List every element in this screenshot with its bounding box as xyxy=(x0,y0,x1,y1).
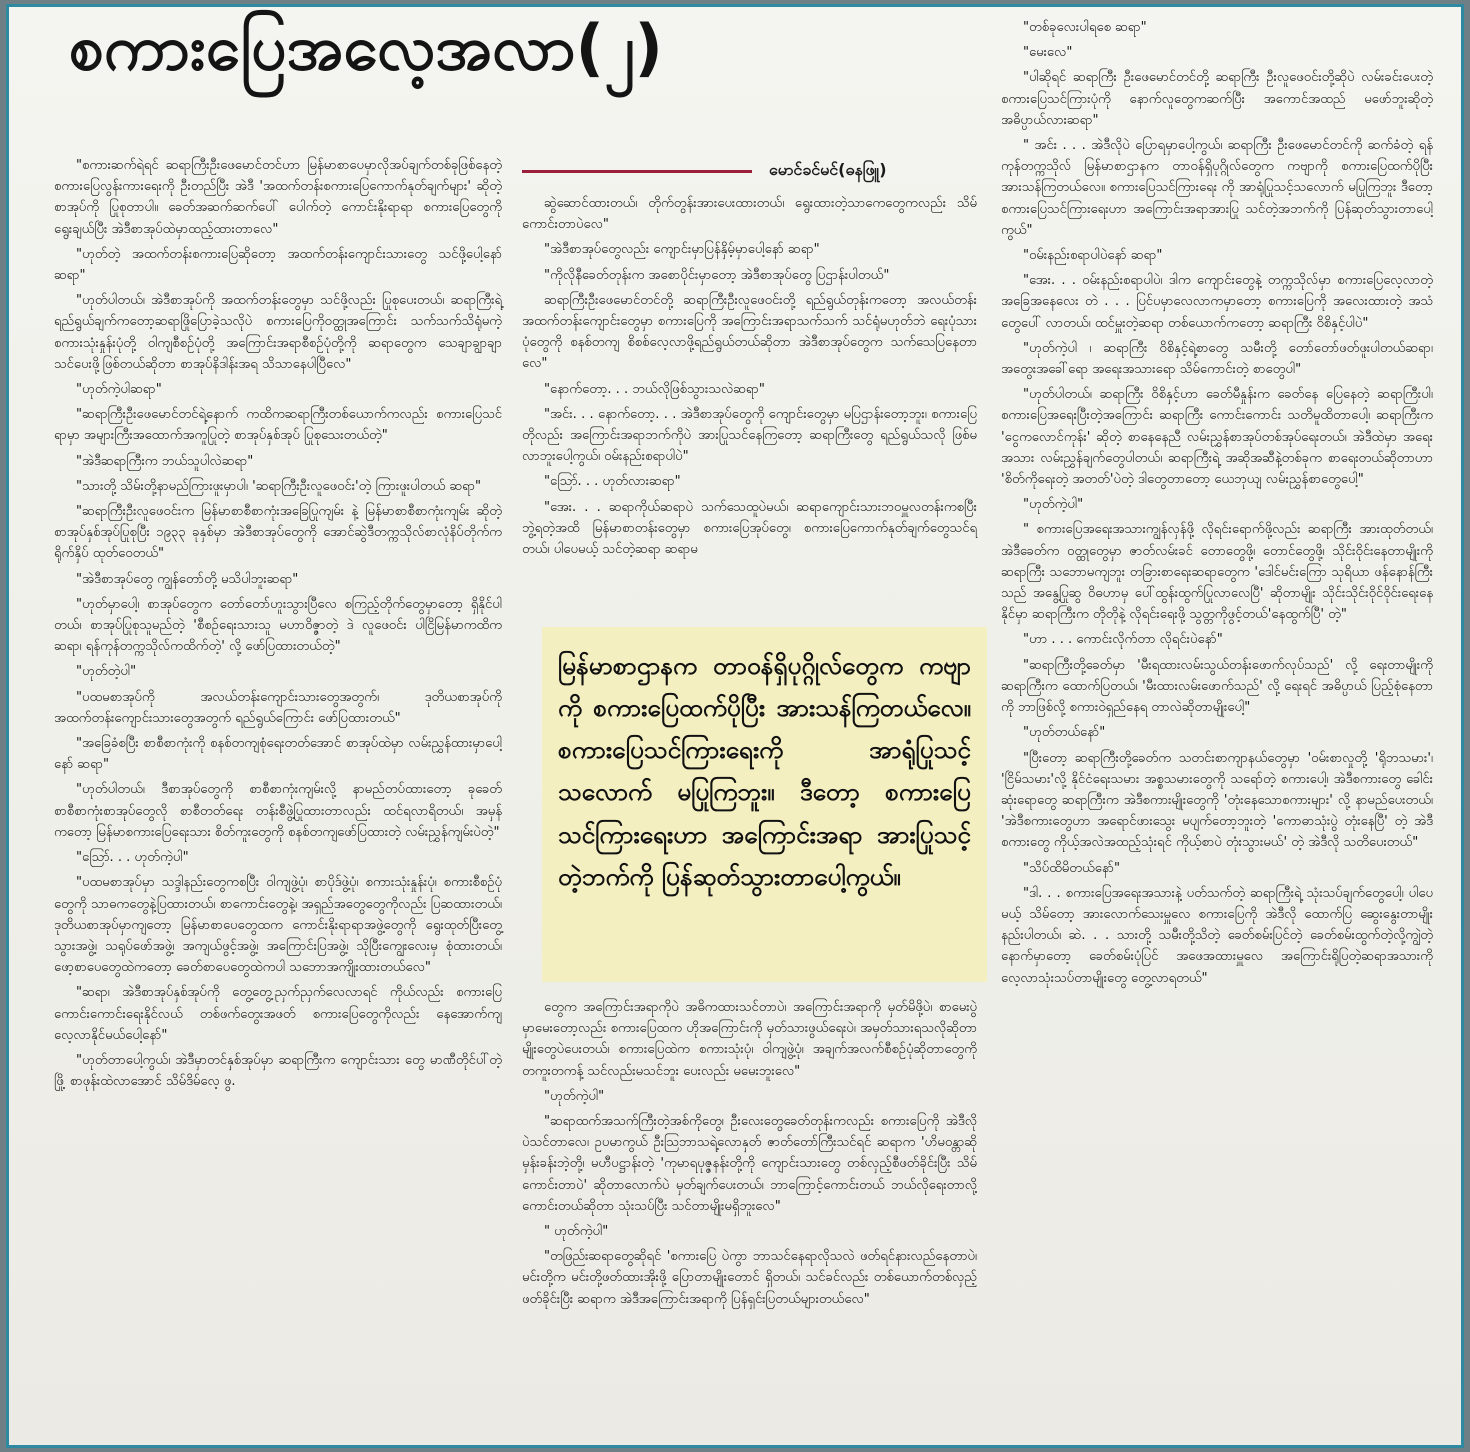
paragraph: "ဆရာ၊ အဲဒီစာအုပ်နှစ်အုပ်ကို တွေ့တွေ့ညှက်ညှက်လေလာရင် ကိုယ်လည်း စကားပြေကောင်းကောင်းရေးနိုင်လယ် တစ်ဖက်တွေးအဖတ် စကားပြေတွေကိုလည်း နေအောက်ကျ လေ့လာနိုင်မယ်ပေါ့နော်" xyxy=(54,985,502,1043)
masthead xyxy=(69,11,969,135)
paragraph: "တဖြည်းဆရာတွေဆိုရင် 'စကားပြေ ပဲကွာ ဘာသင်နေရာလိုသလဲ ဖတ်ရင်နားလည်နေတာပဲ၊ မင်းတို့က မင်းတို့ဖတ်ထားအိုးဖို့ ပြောတာမျိုးတောင် ရှိတယ်၊ သင်ခင်လည်း တစ်ယောက်တစ်လှည့်ဖတ်ခိုင်းပြီး ဆရာက အဲဒီအကြောင်းအရာကို ပြန်ရှင်းပြတယ်များတယ်လေ" xyxy=(522,1249,977,1307)
paragraph: ဆရာကြီးဦးဖေမောင်တင်တို့ ဆရာကြီးဦးလူဖေဝင်းတို့ ရည်ရွယ်တုန်းကတော့ အလယ်တန်း အထက်တန်းကျောင်းတွေမှာ စကားပြေကို အကြောင်းအရာသက်သက် သင်ရုံမဟုတ်ဘဲ ရေးပုံသားပုံတွေကို စနစ်တကျ စိစစ်လေ့လာဖို့ရည်ရွယ်တယ်ဆိုတာ အဲဒီစာအုပ်တွေက သက်သေပြနေတာလေ" xyxy=(522,292,977,372)
paragraph: "နောက်တော့. . . ဘယ်လိုဖြစ်သွားသလဲဆရာ" xyxy=(544,381,765,397)
paragraph: "အဲဒီဆရာကြီးက ဘယ်သူပါလဲဆရာ" xyxy=(76,453,254,469)
pull-quote-box xyxy=(542,627,987,982)
byline-divider xyxy=(522,170,752,173)
paragraph: "ဟုတ်ကဲ့ပါ ၊ ဆရာကြီး ဝိစိနှင့်ရဲ့စာတွေ သမီးတို့ တော်တော်ဖတ်ဖူးပါတယ်ဆရာ၊ အတွေးအခေါ်ရော အရေးအသားရော သိမ်ကောင်းတဲ့ စာတွေပါ" xyxy=(1001,340,1433,378)
page-inner xyxy=(9,7,1461,1445)
paragraph: "ဒါ. . . စကားပြေအရေးအသားနဲ့ ပတ်သက်တဲ့ ဆရာကြီးရဲ့ သုံးသပ်ချက်တွေပေါ့၊ ပါပေမယ့် သိမ်တော့ အားလောက်သေးမှူလေ စကားပြေကို အဲဒီလို ထောက်ပြ ဆွေးနွေးတာမျိုး နည်းပါတယ်၊ ဆဲ. . . သားတို့ သမီးတို့သိတဲ့ ခေတ်စမ်းပြင်တဲ့ ခေတ်စမ်းထွက်တဲ့လို့ကျွဲတဲ့နောက်မှာတော့ ခေတ်စမ်းပုံပြင် အဖေအထားမှူလေ အကြောင်းရိုပြတဲ့ဆရာအသားကို လေ့လာသုံးသပ်တာမျိုးတွေ တွေ့လာရတယ်" xyxy=(1001,885,1433,986)
paragraph: "တစ်ခုလေးပါရစေ ဆရာ" xyxy=(1023,20,1147,35)
paragraph: "ပထမစာအုပ်ကို အလယ်တန်းကျောင်းသားတွေအတွက်၊ ဒုတိယစာအုပ်ကို အထက်တန်းကျောင်းသားတွေအတွက် ရည်ရွယ်ကြောင်း ဖော်ပြထားတယ်" xyxy=(54,689,502,726)
article-column-2-upper xyxy=(522,193,977,564)
paragraph: "ဟုတ်ကဲ့ပါ" xyxy=(544,1088,605,1104)
paragraph: "သားတို့ သိမ်းတို့နာမည်ကြားဖူးမှာပါ၊ 'ဆရာကြီးဦးလူဖေဝင်း'တဲ့ ကြားဖူးပါတယ် ဆရာ" xyxy=(76,478,482,494)
paragraph: "ဟုတ်ကဲ့ပါ" xyxy=(1023,497,1084,513)
paragraph: "ဟုတ်တာပေါ့ကွယ်၊ အဲဒီမှာတင်နှစ်အုပ်မှာ ဆရာကြီးက ကျောင်းသား တွေ မာဏီတိုင်ပါ်တဲ့ဖြို့ စာဖုန်းထဲလာအောင် သိမ်ဒိမ်လေ့ ဖွ. xyxy=(54,1052,502,1090)
paragraph: "အင်း. . . နောက်တော့. . . အဲဒီစာအုပ်တွေကို ကျောင်းတွေမှာ မပြဌာန်းတော့ဘူး၊ စကားပြေတိုလည်း အကြောင်းအရာဘက်ကိုပဲ အားပြုသင်နေကြတော့ ဆရာကြီးတွေ ရည်ရွယ်သလို ဖြစ်မလာဘူးပေါ့ကွယ်၊ ဝမ်းနည်းစရာပါပဲ" xyxy=(522,406,977,465)
paragraph: "ပါဆိုရင် ဆရာကြီး ဦးဖေမောင်တင်တို့ ဆရာကြီး ဦးလူဖေဝင်းတို့ဆိုပဲ လမ်းခင်းပေးတဲ့ စကားပြေသင်ကြားပုံကို နောက်လူတွေကဆက်ပြီး အကောင်အထည် မဖော်ဘူးဆိုတဲ့ အဓိပ္ပာယ်လားဆရာ" xyxy=(1001,70,1433,128)
paragraph: "ဟုတ်ပါတယ်၊ အဲဒီစာအုပ်ကို အထက်တန်းတွေမှာ သင်ဖို့လည်း ပြုစုပေးတယ်၊ ဆရာကြီးရဲ့ရည်ရွယ်ချက်ကတော့ဆရာဖြိုပြောခဲ့သလိုပဲ စကားပြေကိုဝတ္ထုအကြောင်း သက်သက်သိရုံမကဲ့ စကားသုံးနှုန်းပုံတို့ ဝါကျစီစဉ်ပုံတို့ အကြောင်းအရာစီစဉ်ပုံတို့ကို ဆရာတွေက သေချာချွာချာသင်ပေးဖို့ဖြစ်တယ်ဆိုတာ စာအုပ်နိဒါန်းအရ သိသာနေပါပြီလေ" xyxy=(54,293,502,372)
paragraph: "အဲဒီစာအုပ်တွေ ကျွန်တော်တို့ မသိပါဘူးဆရာ" xyxy=(76,571,299,587)
paragraph: "စကားဆက်ရဲရင် ဆရာကြီးဦးဖေမောင်တင်ဟာ မြန်မာစာပေမှာလိုအပ်ချက်တစ်ခုဖြစ်နေတဲ့ စကားပြေလွန်းကားရေးကို ဦးတည်ပြီး အဲဒီ 'အထက်တန်းစကားပြေကောက်နုတ်ချက်များ' ဆိုတဲ့ စာအုပ်ကို ပြုစုတာပါ။ ခေတ်အဆက်ဆက်ပေါ် ပေါက်တဲ့ ကောင်းနိုးရာရာ စကားပြေတွေကို ရွေးချယ်ပြီး အဲဒီစာအုပ်ထဲမှာထည့်ထားတာလေ" xyxy=(54,158,502,237)
paragraph: "သိပ်ထိမိတယ်နော်" xyxy=(1023,860,1121,876)
paragraph: "အခြေခံစပြီး စာစီစာကုံးကို စနစ်တကျစုံရေးတတ်အောင် စာအုပ်ထဲမှာ လမ်းညွှန်ထားမှာပေါ့နော် ဆရာ" xyxy=(54,736,502,773)
newspaper-page xyxy=(6,4,1464,1448)
paragraph: "ဟုတ်တဲ့ပါ" xyxy=(76,664,137,680)
paragraph: တွေက အကြောင်းအရာကိုပဲ အဓိကထားသင်တာပဲ၊ အကြောင်းအရာကို မှတ်မိဖို့ပဲ၊ စာမေးပွဲမှာမေးတော့လည်း စကားပြေထက ဟိုအကြောင်းကို မှတ်သားဖွယ်ရေးပဲ၊ အမှတ်သားရသလိုဆိုတာမျိုးတွေပဲပေးတယ်၊ စကားပြေထဲက စကားသုံးပုံ၊ ဝါကျဖွဲ့ပုံ၊ အချက်အလက်စီစဉ်ပုံဆိုတာတွေကို တကူးတကန့် သင်လည်းမသင်ဘူး ပေးလည်း မမေးဘူးလေ" xyxy=(522,1000,977,1079)
paragraph: " စကားပြေအရေးအသားကျွန်လှန်ဖို့ လိုရင်းရောက်ဖို့လည်း ဆရာကြီး အားထုတ်တယ်၊ အဲဒီခေတ်က ဝတ္ထုတွေမှာ ဇာတ်လမ်းခင် တောတွေဖို့၊ တောင်တွေဖို့၊ သိုင်းဝိုင်းနေတာမျိုးကို ဆရာကြီး သဘောမကျဘူး တခြားစာရေးဆရာတွေက 'ဒေါင်မင်းကြော သုရိယာ ဖန်နောန်ကြီးသည် အနွေ့ပြုဆွ ဝိဓဟာမှ ပေါ်ထွန်းထွက်ပြုလာလေပြီ' ဆိုတာမျိုး သိုင်းသိုင်းဝိုင်ဝိုင်းရေးနေနိုင်မှာ ဆရာကြီးက တိုတိုနဲ့ လိုရင်းရေးဖို့ သွတ္တကိုဖွင့်တယ်'နေထွက်ပြီ' တဲ့" xyxy=(1001,522,1433,623)
article-column-2-lower xyxy=(522,997,977,1314)
paragraph: " ဟုတ်ကဲ့ပါ" xyxy=(544,1224,609,1240)
paragraph: "ဟုတ်တယ်နော်" xyxy=(1023,725,1106,741)
paragraph: "ဆရာကြီးတို့ခေတ်မှာ 'မီးရထားလမ်းသွယ်တန်းဖောက်လုပ်သည်' လို့ ရေးတာမျိုးကို ဆရာကြီးက ထောက်ပြတယ်၊ 'မီးထားလမ်းဖောက်သည်' လို့ ရေးရင် အဓိပ္ပာယ် ပြည့်စုံနေတာကို ဘာဖြစ်လို့ စကားဝဲရှည်နေရ တာလဲဆိုတာမျိုးပေါ့" xyxy=(1001,657,1433,716)
paragraph: "မေးလေ" xyxy=(1023,45,1073,61)
paragraph: " အင်း . . . အဲဒီလိုပဲ ပြောရမှာပေါ့ကွယ်၊ ဆရာကြီး ဦးဖေမောင်တင်ကို ဆက်ခံတဲ့ ရန်ကုန်တက္ကသိုလ် မြန်မာစာဌာနက တာဝန်ရှိပုဂ္ဂိုလ်တွေက ကဗျာကို စကားပြေထက်ပိုပြီး အားသန်ကြတယ်လေ။ စကားပြေသင်ကြားရေး ကို အာရုံပြုသင့်သလောက် မပြုကြဘူး ဒီတော့ စကားပြေသင်ကြားရေးဟာ အကြောင်းအရာအားပြု သင်တဲ့အဘက်ကို ပြန်ဆုတ်သွားတာပေါ့ကွယ်" xyxy=(1001,138,1433,238)
paragraph: "ဆရာကြီးဦးလူဖေဝင်းက မြန်မာစာစီစာကုံးအခြေပြုကျမ်း နဲ့ မြန်မာစာစီစာကုံးကျမ်း ဆိုတဲ့ စာအုပ်နှစ်အုပ်ပြုစုပြီး ၁၉၃၃ ခုနှစ်မှာ အဲဒီစာအုပ်တွေကို အောင်ဆွဲဒီတက္ကသိုလ်စာလုံနိပ်တိုက်က ရိုက်နှိပ် ထုတ်ဝေတယ်" xyxy=(54,504,502,562)
paragraph: "ပြီးတော့ ဆရာကြီးတို့ခေတ်က သတင်းစာကျာနယ်တွေမှာ 'ဝမ်းစာလှုတို့ 'ရိုဘသမား'၊ 'ငြိမ်သမား'လို့ နိုင်ငံရေးသမား အစ္စသမားတွေကို သရော်တဲ့ စကားပေါ့၊ အဲဒီစကားတွေ ခေါင်းဆုံးရောတွေ ဆရာကြီးက အဲဒီစကားမျိုးတွေကို 'တုံးနေသောစကားများ' လို့ နာမည်ပေးတယ်၊ 'အဲဒီစကားတွေဟာ အရောင်ဖားသွေး မပျက်တော့ဘူးတဲ့ 'ကောဓာသုံးပွဲ တုံးနေပြီ' တဲ့ အဲဒီစကားတွေ ကိုယ့်အလဲအထည့်သုံးရင် ကိုယ့်စာပဲ တုံးသွားမယ်' တဲ့ အဲဒီလို သတိပေးတယ်" xyxy=(1001,750,1433,851)
paragraph: "ဆရာထက်အသက်ကြီးတဲ့အစ်ကိုတွေ၊ ဦးလေးတွေခေတ်တုန်းကလည်း စကားပြေကို အဲဒီလိုပဲသင်တာလေ၊ ဥပမာကွယ် ဦးသြဘာသရဲ့လောနှတ် ဇာတ်တော်ကြီးသင်ရင် ဆရာက 'ဟိမဝန္တာဆိုမှန်းခန်းဘဲ့တို့၊ မဟီပဋ္ဌာန်းတဲ့ 'ကုမာရပုဇ္ဇနန်းတို့ကို ကျောင်းသားတွေ တစ်လှည့်စီဖတ်ခိုင်းပြီး သိမ်ကောင်းတာပဲ' ဆိုတာလောက်ပဲ မှတ်ချက်ပေးတယ်၊ ဘာကြောင့်ကောင်းတယ် ဘယ်လိုရေးတာလို့ ကောင်းတယ်ဆိုတာ သုံးသပ်ပြီး သင်တာမျိုးမရှိဘူးလေ" xyxy=(522,1114,977,1214)
paragraph: "ဟုတ်မှာပေါ့၊ စာအုပ်တွေက တော်တော်ဟူးသွားပြီလေ စကြည့်တိုက်တွေမှာတော့ ရှိနိုင်ပါတယ်၊ စာအုပ်ပြုစုသူမည်တဲ့ 'စီစဉ်ရေးသားသူ မဟာဝိဇ္ဇာတဲ့ ဒဲ လူဖေဝင်း ပါငြိမြန်မာကထိက ဆရာ၊ ရန်ကုန်တက္ကသိုလ်ကထိက်တဲ့' လို့ ဖော်ပြထားတယ်တဲ့" xyxy=(54,596,502,655)
paragraph: "ဆရာကြီးဦးဖေမောင်တင်ရဲ့နောက် ကထိကဆရာကြီးတစ်ယောက်ကလည်း စကားပြေသင်ရာမှာ အများကြီးအထောက်အကူပြုတဲ့ စာအုပ်နှစ်အုပ် ပြုစုသေးတယ်တဲ့" xyxy=(54,407,502,444)
paragraph: ဆွဲဆောင်ထားတယ်၊ တိုက်တွန်းအားပေးထားတယ်၊ ရွေးထားတဲ့သာကေတွေကလည်း သိမ်ကောင်းတာပဲလေ" xyxy=(522,196,977,233)
page-title: စကားပြေအလေ့အလာ(၂) xyxy=(69,11,663,84)
paragraph: "ဟုတ်ပါတယ်၊ ဒီစာအုပ်တွေကို စာစီစာကုံးကျမ်းလို့ နာမည်တပ်ထားတော့ ခုခေတ် စာစီစာကုံးစာအုပ်တွေလို စာစီတတ်ရေး တန်းစီဖွဲ့ပြုထားတာလည်း ထင်ရလာရိတယ်၊ အမှန်ကတော့ မြန်မာစကားပြေရေးသား စိတ်ကူးတွေကို စနစ်တကျဖော်ပြထားတဲ့ လမ်းညွှန်ကျမ်းပဲတဲ့" xyxy=(54,782,502,840)
article-column-1 xyxy=(54,155,502,1096)
paragraph: "ဟာ . . . ကောင်းလိုက်တာ လိုရင်းပဲနော်" xyxy=(1023,632,1223,648)
paragraph: "ဝမ်းနည်းစရာပါပဲနော် ဆရာ" xyxy=(1023,248,1163,264)
article-column-3 xyxy=(1001,17,1433,993)
byline: မောင်ခင်မင်(ဓနဖြူ) xyxy=(769,160,887,179)
paragraph: "ကိုလိုနီခေတ်တုန်းက အစောပိုင်းမှာတော့ အဲဒီစာအုပ်တွေ ပြဌာန်းပါတယ်" xyxy=(544,267,890,283)
pull-quote-text: မြန်မာစာဌာနက တာဝန်ရှိပုဂ္ဂိုလ်တွေက ကဗျာကို စကားပြေထက်ပိုပြီး အားသန်ကြတယ်လေ။ စကားပြေသင်ကြားရေးကို အာရုံပြုသင့်သလောက် မပြုကြဘူး။ ဒီတော့ စကားပြေသင်ကြားရေးဟာ အကြောင်းအရာ အားပြုသင့်တဲ့ဘက်ကို ပြန်ဆုတ်သွားတာပေါ့ကွယ်။ xyxy=(558,651,971,891)
paragraph: "ပထမစာအုပ်မှာ သဒ္ဒါနည်းတွေကစပြီး ဝါကျဖွဲ့ပုံ၊ စာပိုဒ်ဖွဲ့ပုံ၊ စကားသုံးနှုန်းပုံ၊ စကားစီစဉ်ပုံတွေကို သာဓကတွေနဲ့ပြထားတယ်၊ စာကောင်းတွေနဲ့၊ အရှည်အတွေတွေကိုလည်း ပြဆထားတယ်၊ ဒုတိယစာအုပ်မှာကျတော့ မြန်မာစာပေတွေထက ကောင်းနိုးရာရာအဖွဲ့တွေကို ရွေးထုတ်ပြီးတွေ့ သွားအဖွဲ့၊ သရုပ်ဖော်အဖွဲ့၊ အကျယ်ဖွင့်အဖွဲ့၊ အကြောင်းပြအဖွဲ့၊ သိုပြီးကျွေးလေးမှ စုံထားတယ်၊ ဖော့စာပေတွေထဲကတော့ ခေတ်စာပေတွေထဲကပါ သဘောအကျိုးထားတယ်လေ" xyxy=(54,875,502,976)
paragraph: "အေး. . . ဝမ်းနည်းစရာပါပဲ၊ ဒါက ကျောင်းတွေနဲ့ တက္ကသိုလ်မှာ စကားပြေလေ့လာတဲ့ အခြေအနေလေး တဲ . . . ပြင်ပမှာလေလာကမှာတော့ စကားပြေကို အလေးထားတဲ့ အသံတွေပေါ် လာတယ်၊ ထင်မှူးတဲ့ဆရာ တစ်ယောက်ကတော့ ဆရာကြီး ဝိစိနှင့်ပါပဲ" xyxy=(1001,273,1433,331)
paragraph: "အဲဒီစာအုပ်တွေလည်း ကျောင်းမှာပြန်နှိမ့်မှာပေါ့နော် ဆရာ" xyxy=(544,242,820,258)
paragraph: "ဟုတ်ပါတယ်၊ ဆရာကြီး ဝိစိနှင့်ဟာ ခေတ်မီနှုန်းက ခေတ်နေ ပြေနေတဲ့ ဆရာကြီးပါ၊ စကားပြေအရေးပြီးတဲ့အကြောင်း ဆရာကြီး ကောင်းကောင်း သတိမူထိတာပေါ့၊ ဆရာကြီးက 'ငွေကလောင်ကုန်း' ဆိုတဲ့ စာနေနေညီ လမ်းညွှန်စာအုပ်တစ်အုပ်ရေးတယ်၊ အဲဒီထဲမှာ အရေးအသား လမ်းညွှန်ချက်တွေပါတယ်၊ ဆရာကြီးရဲ့ အဆိုအဆီနဲ့တစ်ခုက စာရေးတယ်ဆိုတာဟာ 'စိတ်ကိုရေးတဲ့ အတတ်'ပဲတဲ့ ဒါတွေတာတော့ ယေဘုယျ လမ်းညွှန်စာတွေပေါ့" xyxy=(1001,387,1433,488)
paragraph: "ဟုတ်တဲ့ အထက်တန်းစကားပြေဆိုတော့ အထက်တန်းကျောင်းသားတွေ သင်ဖို့ပေါ့နော်ဆရာ" xyxy=(54,246,502,284)
paragraph: "ဟုတ်ကဲ့ပါဆရာ" xyxy=(76,382,162,398)
paragraph: "အေး. . . ဆရာကိုယ်ဆရာပဲ သက်သေထူပဲမယ်၊ ဆရာကျောင်းသားဘဝမှူလတန်းကစပြီး ဘွဲ့ရတဲ့အထိ မြန်မာစာတန်းတွေမှာ စကားပြေအုပ်တွေ၊ စကားပြေကောက်နုတ်ချက်တွေသင်ရတယ်၊ ပါပေမယ့် သင်တဲ့ဆရာ ဆရာမ xyxy=(522,499,977,558)
paragraph: "ဪ. . . ဟုတ်ကဲ့ပါ" xyxy=(76,850,189,866)
paragraph: "ဪ. . . ဟုတ်လားဆရာ" xyxy=(544,474,681,490)
